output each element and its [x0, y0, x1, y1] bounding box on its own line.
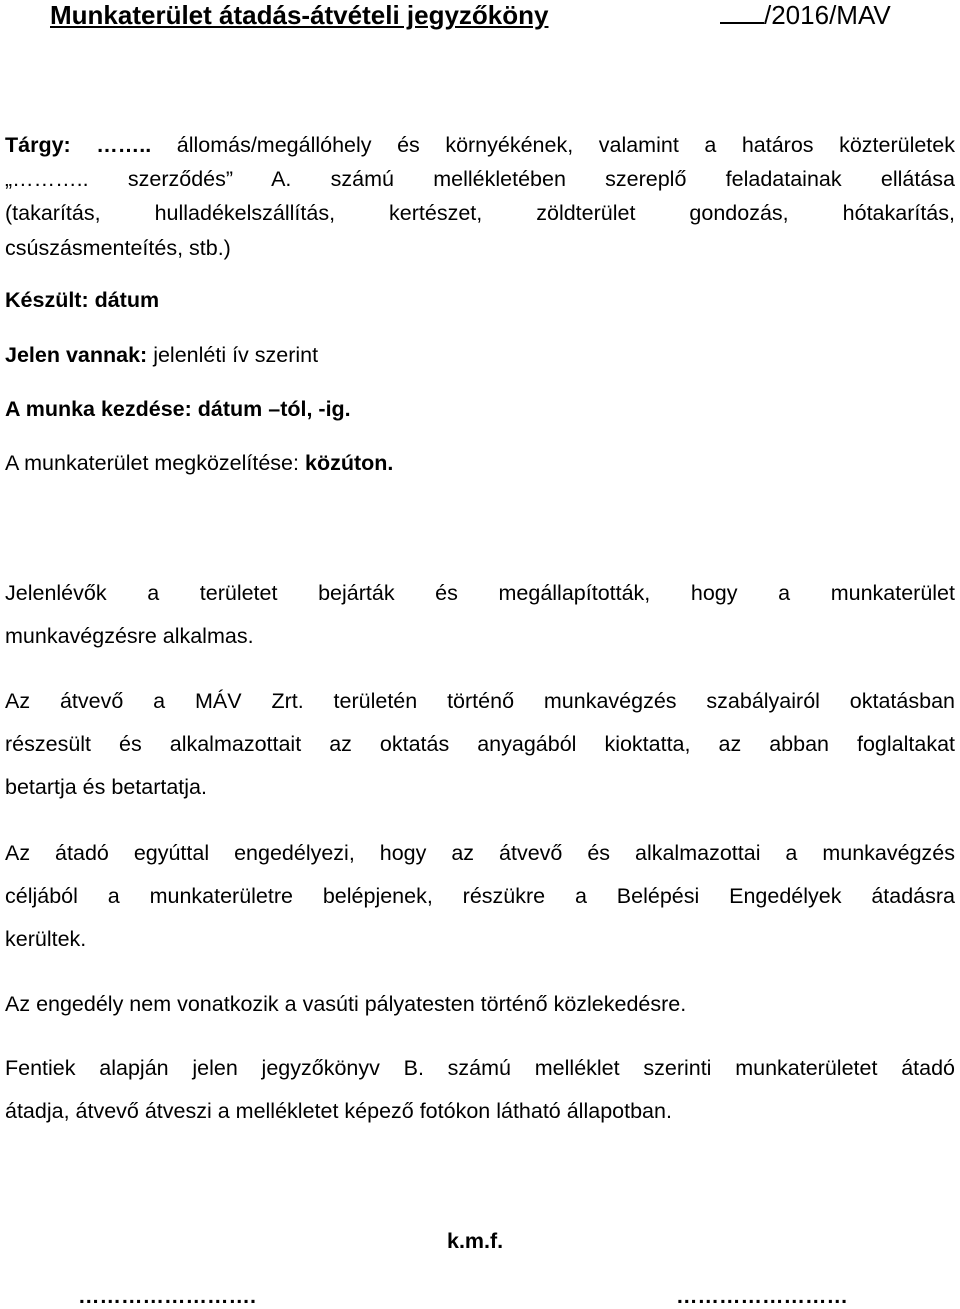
signature-line-right: …………………… — [676, 1284, 848, 1308]
field-megkozelites-label: A munkaterület megközelítése: — [5, 451, 299, 475]
subject-line-2: „……….. szerződés” A. számú mellékletében szereplő feladatainak ellátása — [5, 167, 955, 191]
subject-line-4: csúszásmenteítés, stb.) — [5, 236, 231, 260]
field-keszult: Készült: dátum — [5, 288, 160, 312]
field-jelen-label: Jelen vannak: — [5, 343, 148, 367]
paragraph-4-line-1: Az engedély nem vonatkozik a vasúti pályatesten történő közlekedésre. — [5, 992, 687, 1016]
document-number — [720, 0, 891, 30]
document-number-blank — [720, 0, 764, 24]
subject-line-1-text: állomás/megállóhely és környékének, valamint a határos közterületek — [176, 133, 955, 157]
paragraph-5-line-1: Fentiek alapján jelen jegyzőkönyv B. számú melléklet szerinti munkaterületet átadó — [5, 1056, 955, 1080]
field-jelen-value: jelenléti ív szerint — [153, 343, 319, 367]
signature-line-left: ……………………. — [78, 1284, 256, 1308]
paragraph-3-line-3: kerültek. — [5, 927, 87, 951]
paragraph-2-line-2: részesült és alkalmazottait az oktatás anyagából kioktatta, az abban foglaltakat — [5, 732, 955, 756]
field-jelen-vannak — [5, 342, 318, 368]
subject-line-1 — [5, 132, 955, 158]
document-number-suffix: /2016/MAV — [764, 0, 891, 30]
subject-line-3: (takarítás, hulladékelszállítás, kertészet, zöldterület gondozás, hótakarítás, — [5, 201, 955, 225]
paragraph-5-line-2: átadja, átvevő átveszi a mellékletet képező fotókon látható állapotban. — [5, 1099, 672, 1123]
field-megkozelites — [5, 450, 393, 476]
document-title: Munkaterület átadás-átvételi jegyzőköny — [50, 0, 549, 30]
field-kezdes: A munka kezdése: dátum –tól, -ig. — [5, 397, 351, 421]
paragraph-1-line-2: munkavégzésre alkalmas. — [5, 624, 254, 648]
paragraph-1-line-1: Jelenlévők a területet bejárták és megállapították, hogy a munkaterület — [5, 581, 955, 605]
subject-label: Tárgy: …….. — [5, 133, 152, 157]
paragraph-2-line-3: betartja és betartatja. — [5, 775, 207, 799]
kmf-label: k.m.f. — [447, 1229, 504, 1253]
field-megkozelites-value: közúton. — [304, 451, 394, 475]
paragraph-2-line-1: Az átvevő a MÁV Zrt. területén történő munkavégzés szabályairól oktatásban — [5, 689, 955, 713]
paragraph-3-line-2: céljából a munkaterületre belépjenek, részükre a Belépési Engedélyek átadásra — [5, 884, 955, 908]
paragraph-3-line-1: Az átadó egyúttal engedélyezi, hogy az átvevő és alkalmazottai a munkavégzés — [5, 841, 955, 865]
